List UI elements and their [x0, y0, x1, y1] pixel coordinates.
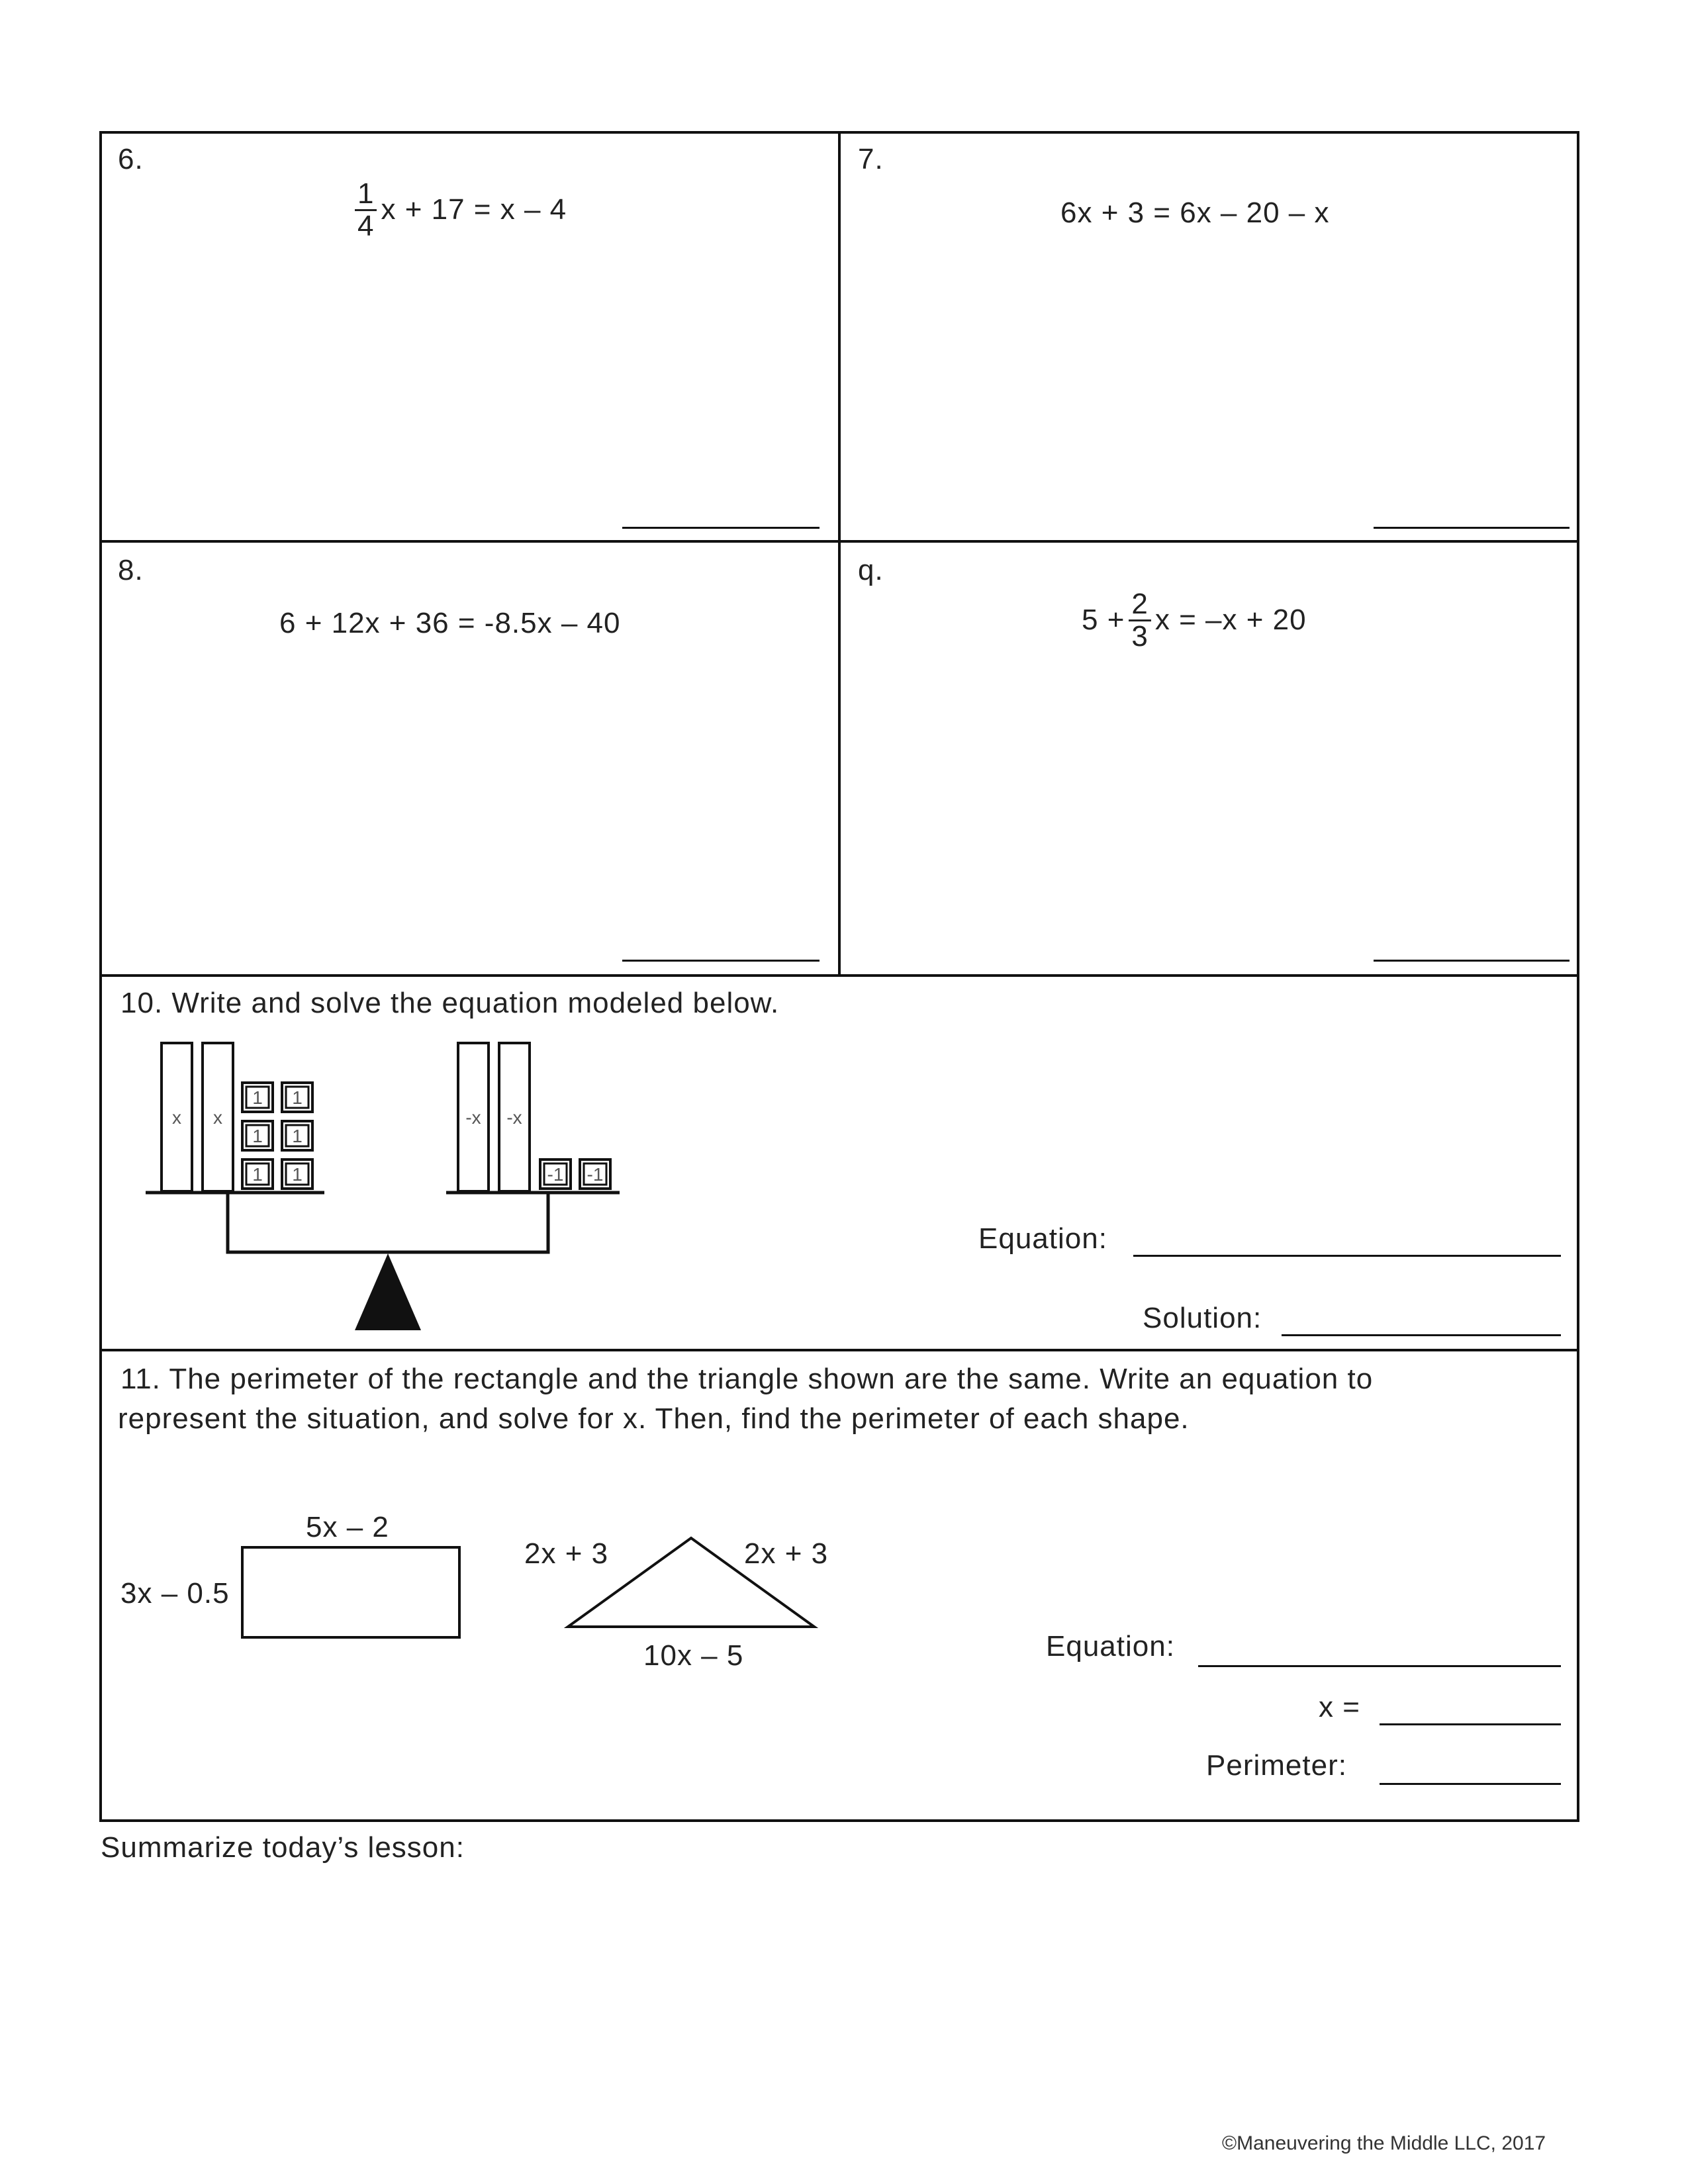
rectangle-side-label: 3x – 0.5: [120, 1577, 230, 1610]
one-tile-label: 1: [292, 1126, 303, 1146]
problem-11-equation-line[interactable]: [1198, 1665, 1561, 1667]
problem-9-equation: [1082, 589, 1307, 652]
problem-8-equation: 6 + 12x + 36 = -8.5x – 40: [279, 607, 621, 639]
neg-x-tile-label: -x: [506, 1107, 522, 1128]
problem-11-equation-label: Equation:: [1046, 1630, 1175, 1662]
problem-7-number: 7.: [858, 143, 884, 175]
problem-11-perimeter-label: Perimeter:: [1206, 1749, 1347, 1782]
problem-9-number: q.: [858, 554, 884, 586]
summary-prompt: Summarize today’s lesson:: [101, 1831, 465, 1864]
neg-x-tile-label: -x: [465, 1107, 481, 1128]
problem-9-equation-rest: x = –x + 20: [1154, 604, 1307, 637]
problem-8-number: 8.: [118, 554, 144, 586]
neg-one-tile-label: -1: [586, 1164, 604, 1185]
triangle-base-label: 10x – 5: [643, 1639, 744, 1672]
problem-11-prompt-line2: represent the situation, and solve for x. Then, find the perimeter of each shape.: [118, 1402, 1190, 1435]
problem-11-prompt-line1: 11. The perimeter of the rectangle and the triangle shown are the same. Write an equation to: [120, 1363, 1374, 1395]
copyright-footer: ©Maneuvering the Middle LLC, 2017: [1222, 2132, 1546, 2154]
triangle-left-label: 2x + 3: [524, 1537, 609, 1570]
triangle-shape: [563, 1533, 821, 1632]
problem-6-answer-line[interactable]: [622, 527, 820, 529]
problem-6-equation: [351, 179, 567, 242]
problem-10-equation-label: Equation:: [978, 1222, 1107, 1255]
neg-one-tile-label: -1: [547, 1164, 564, 1185]
triangle-right-label: 2x + 3: [744, 1537, 829, 1570]
one-tile-label: 1: [252, 1126, 263, 1146]
problem-10-prompt: 10. Write and solve the equation modeled below.: [120, 987, 780, 1019]
rectangle-top-label: 5x – 2: [306, 1511, 389, 1543]
problem-9-fraction: [1129, 589, 1150, 652]
problem-6-equation-rest: x + 17 = x – 4: [381, 193, 567, 226]
rectangle-shape: [241, 1546, 461, 1639]
problem-9-equation-left: 5 +: [1082, 604, 1125, 637]
problem-6-denominator: 4: [357, 210, 375, 243]
problem-9-denominator: 3: [1131, 620, 1149, 653]
problem-10-equation-line[interactable]: [1133, 1255, 1561, 1257]
problem-7-box: [838, 131, 1579, 543]
problem-7-answer-line[interactable]: [1374, 527, 1570, 529]
problem-9-numerator: 2: [1129, 589, 1150, 621]
x-tile-label: x: [213, 1107, 222, 1128]
problem-10-solution-line[interactable]: [1282, 1334, 1561, 1336]
problem-10-solution-label: Solution:: [1143, 1302, 1262, 1334]
problem-6-number: 6.: [118, 143, 144, 175]
problem-11-perimeter-line[interactable]: [1380, 1783, 1561, 1785]
problem-11-x-label: x =: [1319, 1691, 1360, 1723]
problem-7-equation: 6x + 3 = 6x – 20 – x: [1060, 197, 1330, 229]
balance-scale-model: [132, 1032, 649, 1337]
problem-6-fraction: [355, 179, 377, 242]
one-tile-label: 1: [252, 1164, 263, 1185]
one-tile-label: 1: [252, 1087, 263, 1108]
problem-9-answer-line[interactable]: [1374, 960, 1570, 962]
x-tile-label: x: [172, 1107, 181, 1128]
problem-8-box: [99, 540, 841, 977]
one-tile-label: 1: [292, 1164, 303, 1185]
problem-6-numerator: 1: [355, 179, 377, 211]
problem-11-x-line[interactable]: [1380, 1723, 1561, 1725]
one-tile-label: 1: [292, 1087, 303, 1108]
problem-8-answer-line[interactable]: [622, 960, 820, 962]
